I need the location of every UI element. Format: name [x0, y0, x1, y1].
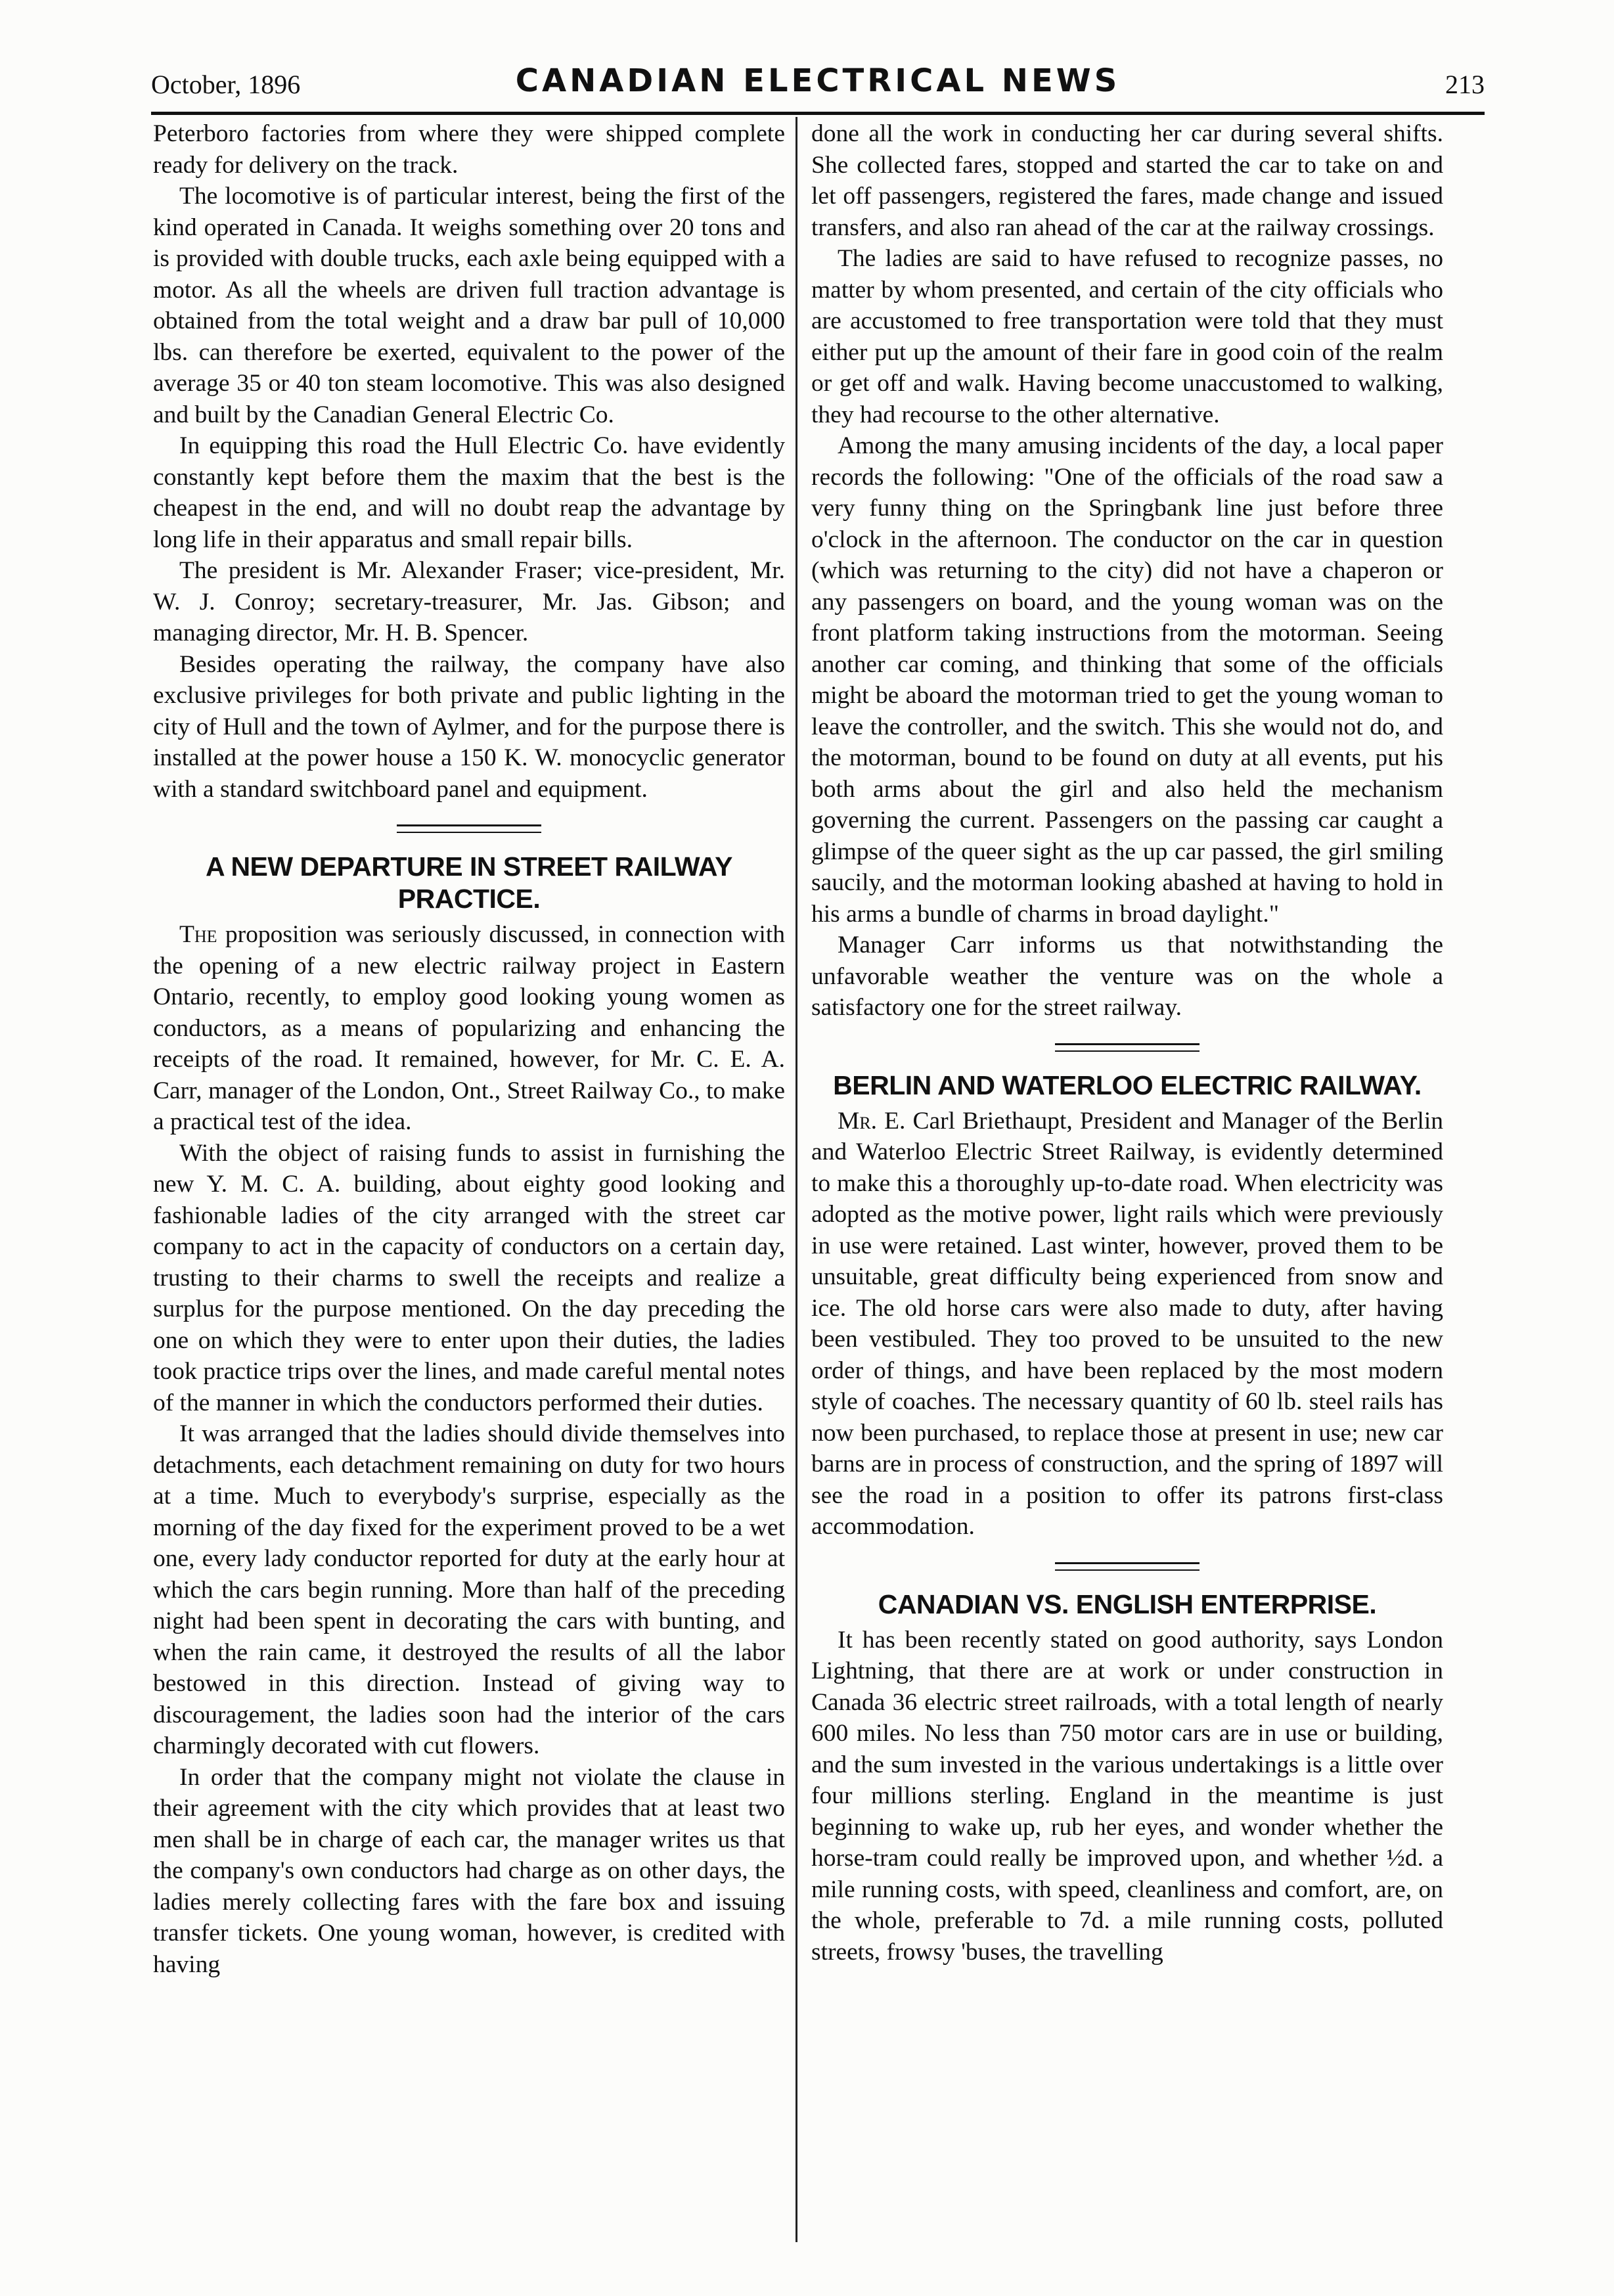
article-paragraph: It was arranged that the ladies should divide themselves into detachments, each detachment remaining on duty for two hours at a time. Much to everybody's surprise, especially as the morning of the day fixed for the experiment proved to be a wet one, every lady conductor reported for duty at the early hour at which the cars begin running. More than half of the preceding night had been spent in decorating the cars with bunting, and when the rain came, it destroyed the results of all the labor bestowed in this direction. Instead of giving way to discouragement, the ladies soon had the interior of the cars charmingly decorated with cut flowers.	[153, 1420, 785, 1759]
lighting-paragraph: Besides operating the railway, the company have also exclusive privileges for both private and public lighting in the city of Hull and the town of Aylmer, and for the purpose there is installed at the power house a 150 K. W. monocyclic generator with a standard switchboard panel and equipment.	[153, 650, 785, 803]
lead-text: proposition was seriously discussed, in connection with the opening of a new electric railway project in Eastern Ontario, recently, to employ good looking young women as conductors, as a means of popularizing and enhancing the receipts of the road. It remained, however, for Mr. C. E. A. Carr, manager of the London, Ont., Street Railway Co., to make a practical test of the idea.	[153, 921, 785, 1135]
left-column	[153, 118, 785, 1980]
article-lead-paragraph	[153, 919, 785, 1138]
article-paragraph: It has been recently stated on good authority, says London Lightning, that there are at work or under construction in Canada 36 electric street railroads, with a total length of nearly 600 miles. No less than 750 motor cars are in use or building, and the sum invested in the various undertakings is a little over four millions sterling. England in the meantime is just beginning to wake up, rub her eyes, and wonder whether the horse-tram could really be improved upon, and whether ½d. a mile running costs, with speed, cleanliness and comfort, are, on the whole, preferable to 7d. a mile running costs, polluted streets, frowsy 'buses, the travelling	[811, 1626, 1443, 1966]
publication-title: CANADIAN ELECTRICAL NEWS	[515, 62, 1121, 99]
section-separator	[1055, 1042, 1199, 1055]
page-number: 213	[1445, 70, 1485, 99]
officers-paragraph: The president is Mr. Alexander Fraser; vice-president, Mr. W. J. Conroy; secretary-treasurer, Mr. Jas. Gibson; and managing director, Mr. H. B. Spencer.	[153, 557, 785, 646]
locomotive-paragraph: The locomotive is of particular interest, being the first of the kind operated in Canada. It weighs something over 20 tons and is provided with double trucks, each axle being equipped with a motor. As all the wheels are driven full traction advantage is obtained from the total weight and a draw bar pull of 10,000 lbs. can therefore be exerted, equivalent to the power of the average 35 or 40 ton steam locomotive. This was also designed and built by the Canadian General Electric Co.	[153, 183, 785, 428]
section-separator	[397, 823, 541, 836]
header-rule	[151, 112, 1485, 115]
article-title-new-departure: A NEW DEPARTURE IN STREET RAILWAY PRACTICE.	[205, 851, 733, 914]
article-lead-paragraph	[811, 1106, 1443, 1542]
article-title-berlin-waterloo: BERLIN AND WATERLOO ELECTRIC RAILWAY.	[833, 1069, 1422, 1100]
issue-date: October, 1896	[151, 70, 301, 99]
equipment-paragraph: In equipping this road the Hull Electric Co. have evidently constantly kept before them the maxim that the best is the cheapest in the end, and will no doubt reap the advantage by long life in their apparatus and small repair bills.	[153, 432, 785, 553]
page-header	[151, 62, 1485, 102]
lead-text: E. Carl Briethaupt, President and Manager of the Berlin and Waterloo Electric Street Railway, is evidently determined to make this a thoroughly up-to-date road. When electricity was adopted as the motive power, light rails which were previously in use were retained. Last winter, however, proved them to be unsuitable, great difficulty being experienced from snow and ice. The old horse cars were also made to duty, after having been vestibuled. They too proved to be unsuited to the new order of things, and have been replaced by the most modern style of coaches. The necessary quantity of 60 lb. steel rails has now been purchased, to replace those at present in use; new car barns are in process of construction, and the spring of 1897 will see the road in a position to offer its patrons first-class accommodation.	[811, 1107, 1443, 1540]
article-paragraph: In order that the company might not violate the clause in their agreement with the city which provides that at least two men shall be in charge of each car, the manager writes us that the company's own conductors had charge as on other days, the ladies merely collecting fares with the fare box and issuing transfer tickets. One young woman, however, is credited with having	[153, 1763, 785, 1978]
article-paragraph: Manager Carr informs us that notwithstanding the unfavorable weather the venture was on the whole a satisfactory one for the street railway.	[811, 932, 1443, 1021]
right-column	[811, 118, 1443, 1968]
article-paragraph: Among the many amusing incidents of the day, a local paper records the following: "One of the officials of the road saw a very funny thing on the Springbank line just before three o'clock in the afternoon. The conductor on the car in question (which was returning to the city) did not have a chaperon or any passengers on board, and the young woman was on the front platform taking instructions from the motorman. Seeing another car coming, and thinking that some of the officials might be aboard the motorman tried to get the young woman to leave the controller, and the switch. This she would not do, and the motorman, bound to be found on duty at all events, put his both arms about the girl and also held the mechanism governing the current. Passengers on the passing car caught a glimpse of the queer sight as the up car passed, the girl smiling saucily, and the motorman looking abashed at having to hold in his arms a bundle of charms in broad daylight."	[811, 432, 1443, 928]
continued-paragraph: done all the work in conducting her car during several shifts. She collected fares, stopped and started the car to take on and let off passengers, registered the fares, made change and issued transfers, and also ran ahead of the car at the railway crossings.	[811, 120, 1443, 241]
article-title-canadian-english: CANADIAN VS. ENGLISH ENTERPRISE.	[878, 1588, 1377, 1619]
section-separator	[1055, 1561, 1199, 1574]
continued-paragraph: Peterboro factories from where they were shipped complete ready for delivery on the track.	[153, 120, 785, 179]
lead-word: Mr.	[838, 1107, 878, 1135]
column-divider	[796, 117, 797, 2242]
lead-word: The	[179, 921, 217, 948]
article-paragraph: With the object of raising funds to assist in furnishing the new Y. M. C. A. building, about eighty good looking and fashionable ladies of the city arranged with the street car company to act in the capacity of conductors on a certain day, trusting to their charms to swell the receipts and realize a surplus for the purpose mentioned. On the day preceding the one on which they were to enter upon their duties, the ladies took practice trips over the lines, and made careful mental notes of the manner in which the conductors performed their duties.	[153, 1139, 785, 1416]
article-paragraph: The ladies are said to have refused to recognize passes, no matter by whom presented, and certain of the city officials who are accustomed to free transportation were told that they must either put up the amount of their fare in good coin of the realm or get off and walk. Having become unaccustomed to walking, they had recourse to the other alternative.	[811, 245, 1443, 428]
